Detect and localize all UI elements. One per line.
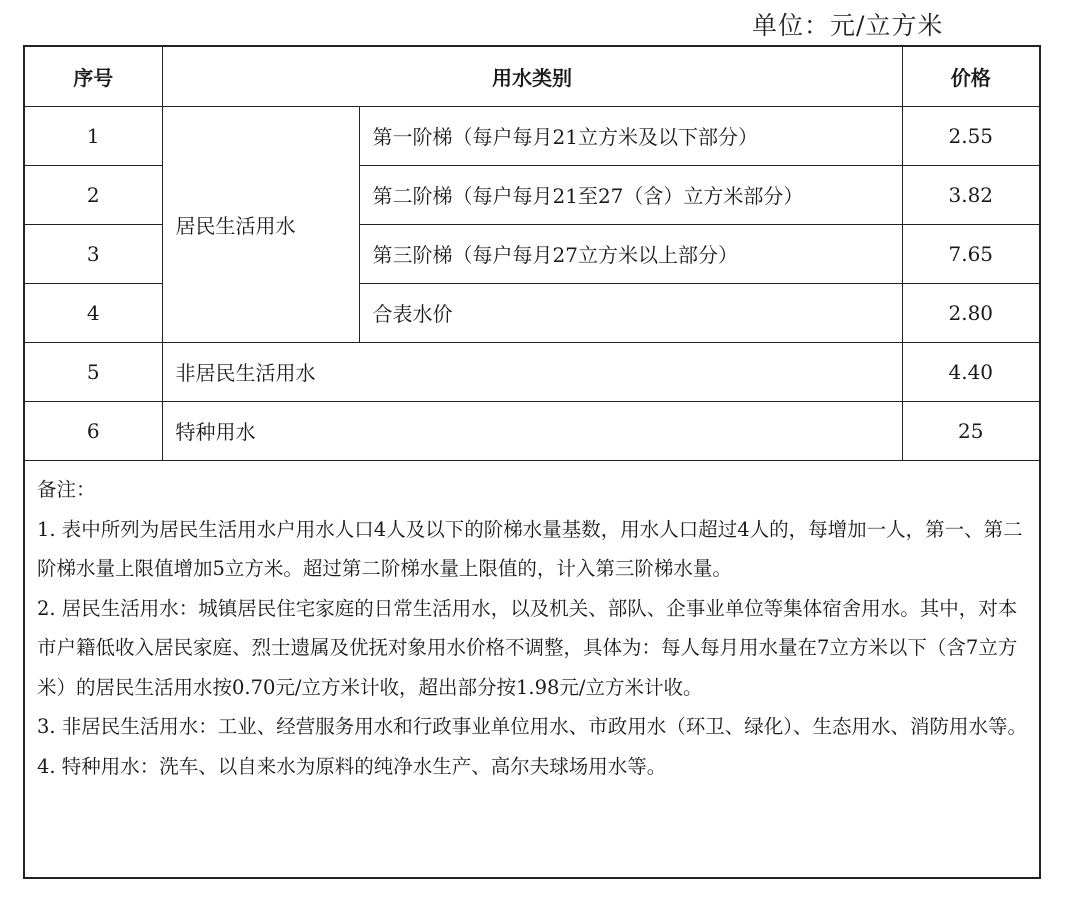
row-price: 4.40: [902, 342, 1039, 401]
note-item-1: 1. 表中所列为居民生活用水户用水人口4人及以下的阶梯水量基数，用水人口超过4人的，每增加一人，第一、第二阶梯水量上限值增加5立方米。超过第二阶梯水量上限值的，计入第三阶梯水量。: [37, 517, 1023, 580]
row-price: 7.65: [902, 224, 1039, 283]
notes-section: [37, 470, 1029, 786]
row-category: 特种用水: [162, 401, 902, 460]
water-price-document: [23, 45, 1041, 879]
note-item-3: 3. 非居民生活用水：工业、经营服务用水和行政事业单位用水、市政用水（环卫、绿化）、生态用水、消防用水等。: [37, 715, 1028, 738]
row-category: 非居民生活用水: [162, 342, 902, 401]
row-index: 4: [25, 283, 162, 342]
row-price: 2.55: [902, 106, 1039, 165]
table-row: [25, 342, 1039, 401]
water-price-table: [25, 47, 1039, 461]
row-category: 合表水价: [359, 283, 902, 342]
row-index: 6: [25, 401, 162, 460]
row-index: 5: [25, 342, 162, 401]
row-category: 第二阶梯（每户每月21至27（含）立方米部分）: [359, 165, 902, 224]
table-header-row: [25, 47, 1039, 106]
row-index: 2: [25, 165, 162, 224]
row-category: 第一阶梯（每户每月21立方米及以下部分）: [359, 106, 902, 165]
header-price: 价格: [902, 47, 1039, 106]
row-price: 3.82: [902, 165, 1039, 224]
note-item-2: 2. 居民生活用水：城镇居民住宅家庭的日常生活用水，以及机关、部队、企事业单位等集体宿舍用水。其中，对本市户籍低收入居民家庭、烈士遗属及优抚对象用水价格不调整，具体为：每人每月用水量在7立方米以下（含7立方米）的居民生活用水按0.70元/立方米计收，超出部分按1.98元/立方米计收。: [37, 596, 1018, 699]
table-row: [25, 401, 1039, 460]
note-item-4: 4. 特种用水：洗车、以自来水为原料的纯净水生产、高尔夫球场用水等。: [37, 754, 667, 778]
row-category: 第三阶梯（每户每月27立方米以上部分）: [359, 224, 902, 283]
resident-group-cell: 居民生活用水: [162, 106, 359, 342]
unit-label: 单位：元/立方米: [752, 11, 944, 40]
notes-title: 备注：: [37, 478, 96, 501]
header-category: 用水类别: [162, 47, 902, 106]
table-row: [25, 106, 1039, 165]
row-price: 2.80: [902, 283, 1039, 342]
header-index: 序号: [25, 47, 162, 106]
row-price: 25: [902, 401, 1039, 460]
row-index: 3: [25, 224, 162, 283]
row-index: 1: [25, 106, 162, 165]
